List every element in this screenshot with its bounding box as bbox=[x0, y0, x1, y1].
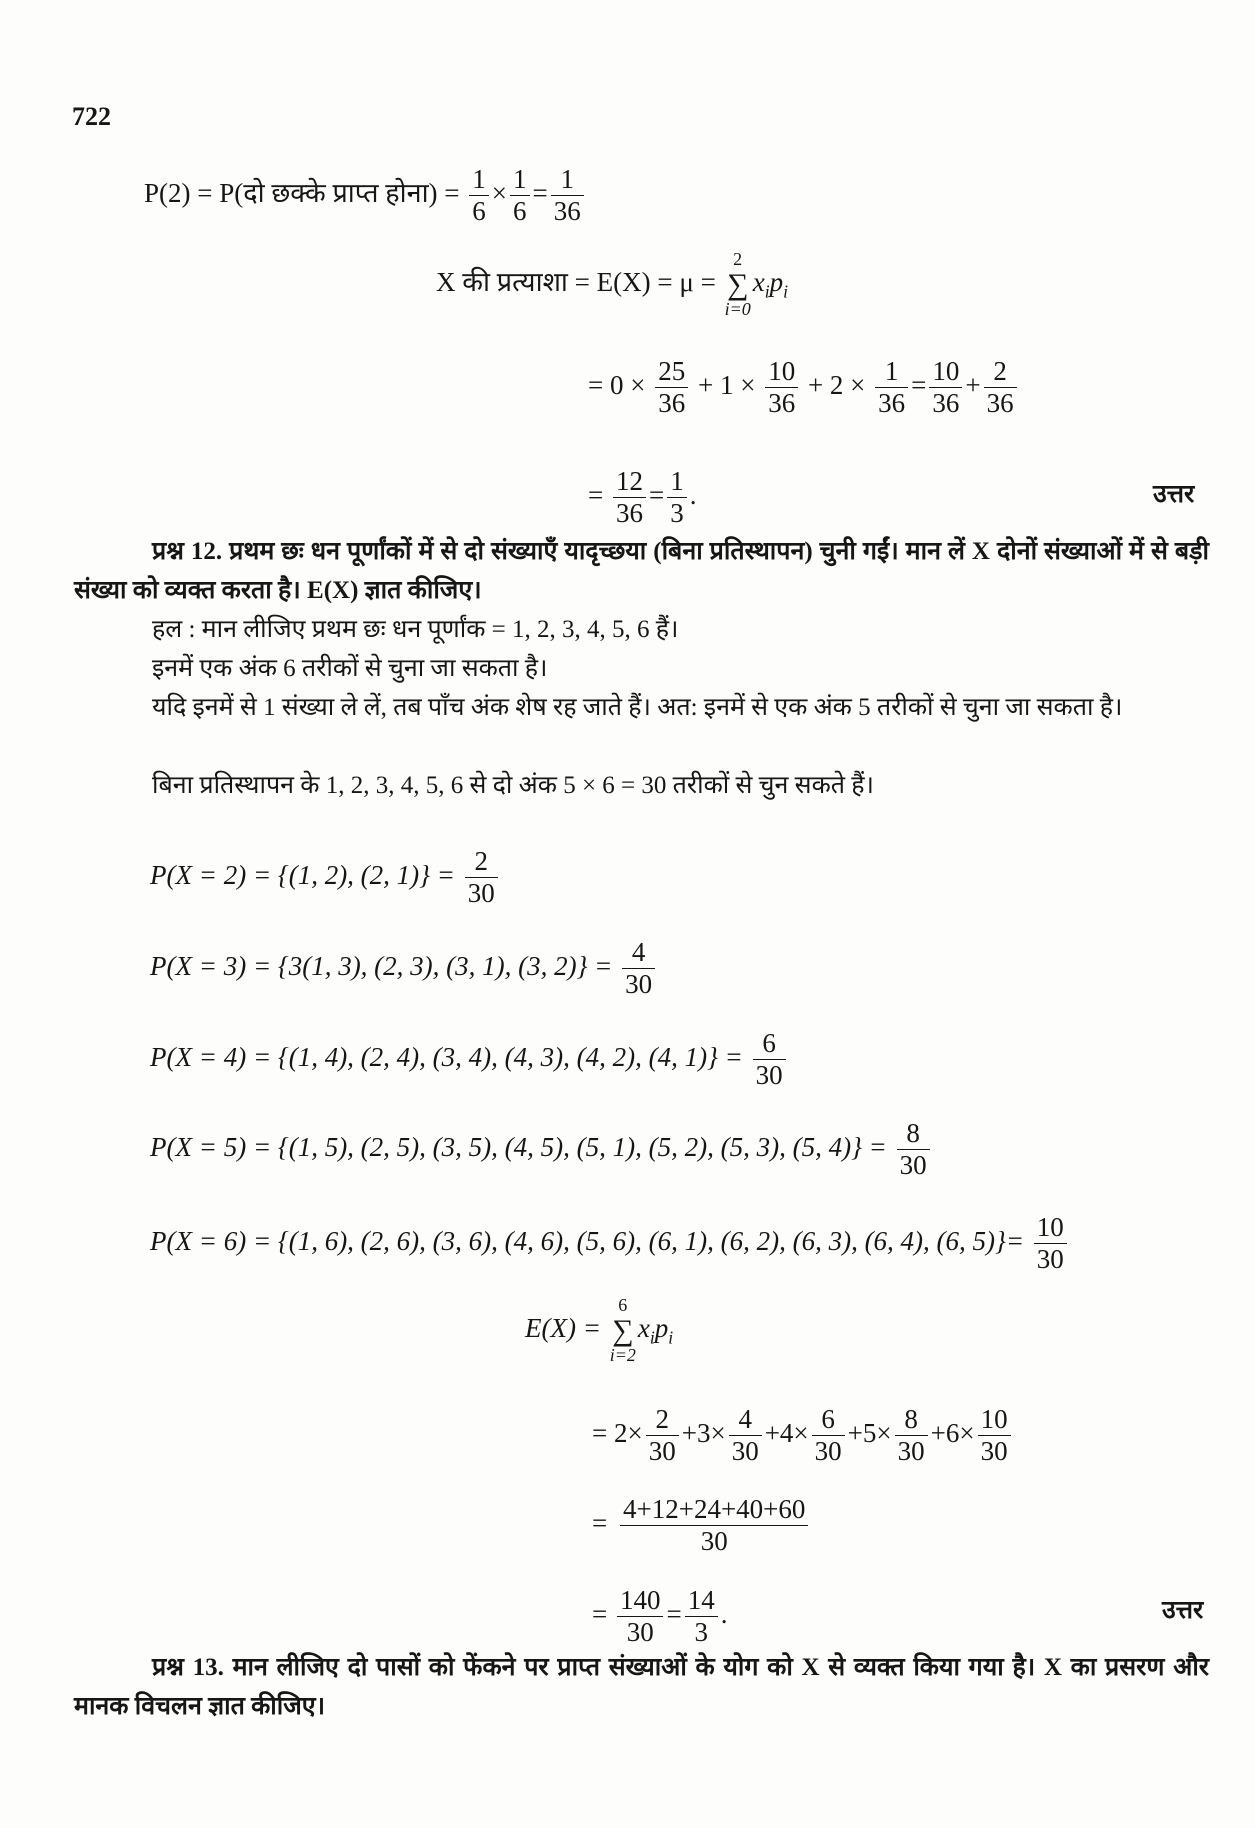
fraction: $\frac{2}{30}$ bbox=[646, 1404, 679, 1467]
expectation-label: X की प्रत्याशा = E(X) = μ = bbox=[436, 267, 716, 297]
solution-line-3: यदि इनमें से 1 संख्या ले लें, तब पाँच अंक शेष रह जाते हैं। अत: इनमें से एक अंक 5 तरीकों से चुना जा सकता है। bbox=[152, 694, 1123, 721]
summation-symbol: 2 ∑ i=0 bbox=[724, 249, 751, 319]
p2-label: P(2) = P(दो छक्के प्राप्त होना) = bbox=[144, 177, 460, 208]
fraction: $\frac{2}{30}$ bbox=[465, 846, 498, 909]
question-12: प्रश्न 12. प्रथम छः धन पूर्णांकों में से दो संख्याएँ यादृच्छया (बिना प्रतिस्थापन) चुनी गईं। मान लें X दोनों संख्याओं में से बड़ी संख्या को व्यक्त करता है। E(X) ज्ञात कीजिए। bbox=[74, 538, 1209, 604]
fraction: $\frac{1}{6}$ bbox=[469, 164, 489, 227]
probability-x5: P(X = 5) = {(1, 5), (2, 5), (3, 5), (4, 5), (5, 1), (5, 2), (5, 3), (5, 4)} = $\frac{8}{30}$ bbox=[150, 1118, 933, 1181]
fraction: $\frac{4}{30}$ bbox=[622, 937, 655, 1000]
fraction: $\frac{4}{30}$ bbox=[729, 1404, 762, 1467]
fraction: $\frac{10}{30}$ bbox=[978, 1404, 1011, 1467]
fraction: $\frac{2}{36}$ bbox=[984, 356, 1017, 419]
fraction: $\frac{25}{36}$ bbox=[655, 356, 688, 419]
probability-x2: P(X = 2) = {(1, 2), (2, 1)} = $\frac{2}{30}$ bbox=[150, 846, 501, 909]
fraction: $\frac{10}{36}$ bbox=[765, 356, 798, 419]
fraction: $\frac{1}{3}$ bbox=[667, 466, 687, 529]
fraction: $\frac{1}{36}$ bbox=[551, 164, 584, 227]
page-number: 722 bbox=[72, 102, 111, 131]
expectation-definition: X की प्रत्याशा = E(X) = μ = 2 ∑ i=0 $x_ip_i$ bbox=[436, 249, 788, 319]
solution-line-1: हल : मान लीजिए प्रथम छः धन पूर्णांक = 1, 2, 3, 4, 5, 6 हैं। bbox=[152, 616, 679, 643]
answer-label: उत्तर bbox=[1153, 481, 1195, 508]
question-13: प्रश्न 13. मान लीजिए दो पासों को फेंकने पर प्राप्त संख्याओं के योग को X से व्यक्त किया गया है। X का प्रसरण और मानक विचलन ज्ञात कीजिए। bbox=[74, 1654, 1209, 1720]
expectation-step-3: = $\frac{12}{36}$ = $\frac{1}{3}$ . bbox=[588, 466, 697, 529]
fraction: $\frac{6}{30}$ bbox=[753, 1028, 786, 1091]
fraction: $\frac{12}{36}$ bbox=[613, 466, 646, 529]
answer-label: उत्तर bbox=[1162, 1597, 1204, 1624]
fraction: $\frac{140}{30}$ bbox=[617, 1585, 664, 1648]
probability-x3: P(X = 3) = {3(1, 3), (2, 3), (3, 1), (3, 2)} = $\frac{4}{30}$ bbox=[150, 937, 658, 1000]
p2-equation: P(2) = P(दो छक्के प्राप्त होना) = $\frac{1}{6}$ × $\frac{1}{6}$ = $\frac{1}{36}$ bbox=[144, 164, 587, 227]
ex-definition: E(X) = 6 ∑ i=2 $x_ip_i$ bbox=[525, 1295, 674, 1365]
summation-symbol: 6 ∑ i=2 bbox=[609, 1295, 636, 1365]
probability-x6: P(X = 6) = {(1, 6), (2, 6), (3, 6), (4, 6), (5, 6), (6, 1), (6, 2), (6, 3), (6, 4), (6, 5)}= $\frac{10}{30}$ bbox=[150, 1212, 1070, 1275]
fraction: $\frac{1}{6}$ bbox=[510, 164, 530, 227]
solution-line-4: बिना प्रतिस्थापन के 1, 2, 3, 4, 5, 6 से दो अंक 5 × 6 = 30 तरीकों से चुन सकते हैं। bbox=[152, 772, 875, 799]
expectation-step-2: = 0 × $\frac{25}{36}$ + 1 × $\frac{10}{36}$ + 2 × $\frac{1}{36}$ = $\frac{10}{36}$ + $\frac{2}{36}$ bbox=[588, 356, 1020, 419]
fraction: $\frac{14}{3}$ bbox=[685, 1585, 718, 1648]
solution-line-2: इनमें एक अंक 6 तरीकों से चुना जा सकता है। bbox=[152, 655, 548, 682]
fraction: $\frac{10}{30}$ bbox=[1034, 1212, 1067, 1275]
ex-step-2: = 2× $\frac{2}{30}$ +3× $\frac{4}{30}$ +4× $\frac{6}{30}$ +5× $\frac{8}{30}$ +6× $\frac{10}{30}$ bbox=[592, 1404, 1014, 1467]
fraction: $\frac{8}{30}$ bbox=[895, 1404, 928, 1467]
ex-step-4: = $\frac{140}{30}$ = $\frac{14}{3}$ . bbox=[592, 1585, 728, 1648]
ex-step-3: = $\frac{4+12+24+40+60}{30}$ bbox=[592, 1494, 811, 1557]
fraction: $\frac{10}{36}$ bbox=[929, 356, 962, 419]
fraction: $\frac{8}{30}$ bbox=[897, 1118, 930, 1181]
fraction: $\frac{4+12+24+40+60}{30}$ bbox=[620, 1494, 808, 1557]
probability-x4: P(X = 4) = {(1, 4), (2, 4), (3, 4), (4, 3), (4, 2), (4, 1)} = $\frac{6}{30}$ bbox=[150, 1028, 789, 1091]
fraction: $\frac{6}{30}$ bbox=[812, 1404, 845, 1467]
fraction: $\frac{1}{36}$ bbox=[875, 356, 908, 419]
